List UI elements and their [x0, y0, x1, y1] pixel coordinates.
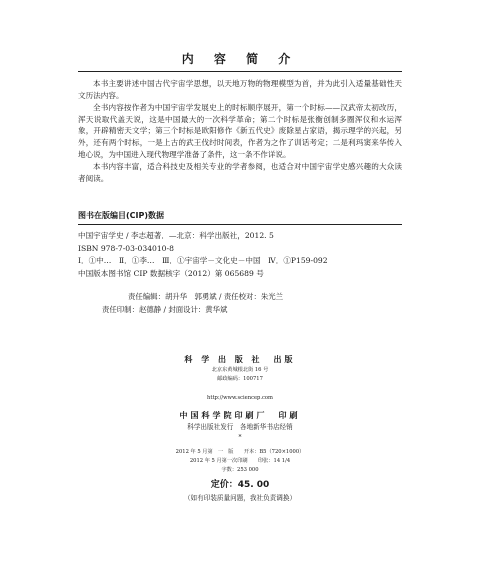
publisher-website: http://www.sciencep.com	[207, 394, 273, 401]
summary-paragraph: 本书主要讲述中国古代宇宙学思想，以天地万物的物理模型为首，并为此引入适量基础性天文历法内容。	[78, 79, 402, 100]
cip-line: 中国宇宙学史 / 李志超著．—北京：科学出版社，2012. 5	[78, 231, 274, 241]
publisher-section	[78, 352, 402, 504]
editors-row: 责任编辑：胡升华 郭勇斌 / 责任校对：朱光兰	[128, 291, 284, 301]
publisher-postcode: 邮政编码：100717	[217, 375, 263, 382]
publisher-address: 北京东黄城根北街 16 号	[211, 366, 269, 373]
summary-paragraph: 全书内容按作者为中国宇宙学发展史上的时标顺序展开，第一个时标——汉武帝太初改历，浑天说取代盖天说，这是中国最大的一次科学革命；第二个时标是张衡创制多圈浑仪和水运浑象，开辟精密天文学；第三个时标是欧阳修作《新五代史》废除星占家语，揭示理学的兴起，另外，还有两个时标，一是上古的武王伐纣时间表，作者为之作了训话考定；二是利玛窦来华传入地心说，为中国进入现代物理学准备了条件，这一条不作详说。	[78, 103, 402, 159]
cip-section	[78, 225, 402, 280]
printer-name: 中国科学院印刷厂 印刷	[179, 409, 301, 420]
summary-paragraph: 本书内容丰富，适合科技史及相关专业的学者参阅，也适合对中国宇宙学史感兴趣的大众读者阅读。	[78, 162, 402, 183]
cip-line: 中国版本图书馆 CIP 数据核字（2012）第 065689 号	[78, 268, 264, 278]
summary-rule	[78, 71, 402, 72]
quality-notice: （如有印装质量问题，我社负责调换）	[183, 493, 297, 502]
summary-title: 内 容 简 介	[181, 52, 299, 66]
word-count: 字数：253 000	[221, 466, 259, 473]
edition-line: 2012 年 5 月第 一 版 开本：B5（720×1000）	[175, 448, 305, 455]
editors-section	[78, 290, 402, 316]
summary-section	[78, 78, 402, 184]
cip-line: ISBN 978-7-03-034010-8	[78, 243, 174, 253]
cip-heading: 图书在版编目(CIP)数据	[78, 210, 402, 225]
cip-line: Ⅰ．①中… Ⅱ．①李… Ⅲ．①宇宙学－文化史－中国 Ⅳ．①P159-092	[78, 256, 328, 266]
price: 定价：45. 00	[210, 479, 270, 490]
publisher-name: 科 学 出 版 社 出版	[184, 353, 296, 364]
distribution-line: 科学出版社发行 各地新华书店经销	[187, 422, 293, 431]
divider-mark: *	[238, 433, 242, 441]
editors-row: 责任印制：赵德静 / 封面设计：黄华斌	[102, 304, 228, 314]
printing-line: 2012 年 5 月第一次印刷 印张：14 1/4	[189, 457, 291, 464]
